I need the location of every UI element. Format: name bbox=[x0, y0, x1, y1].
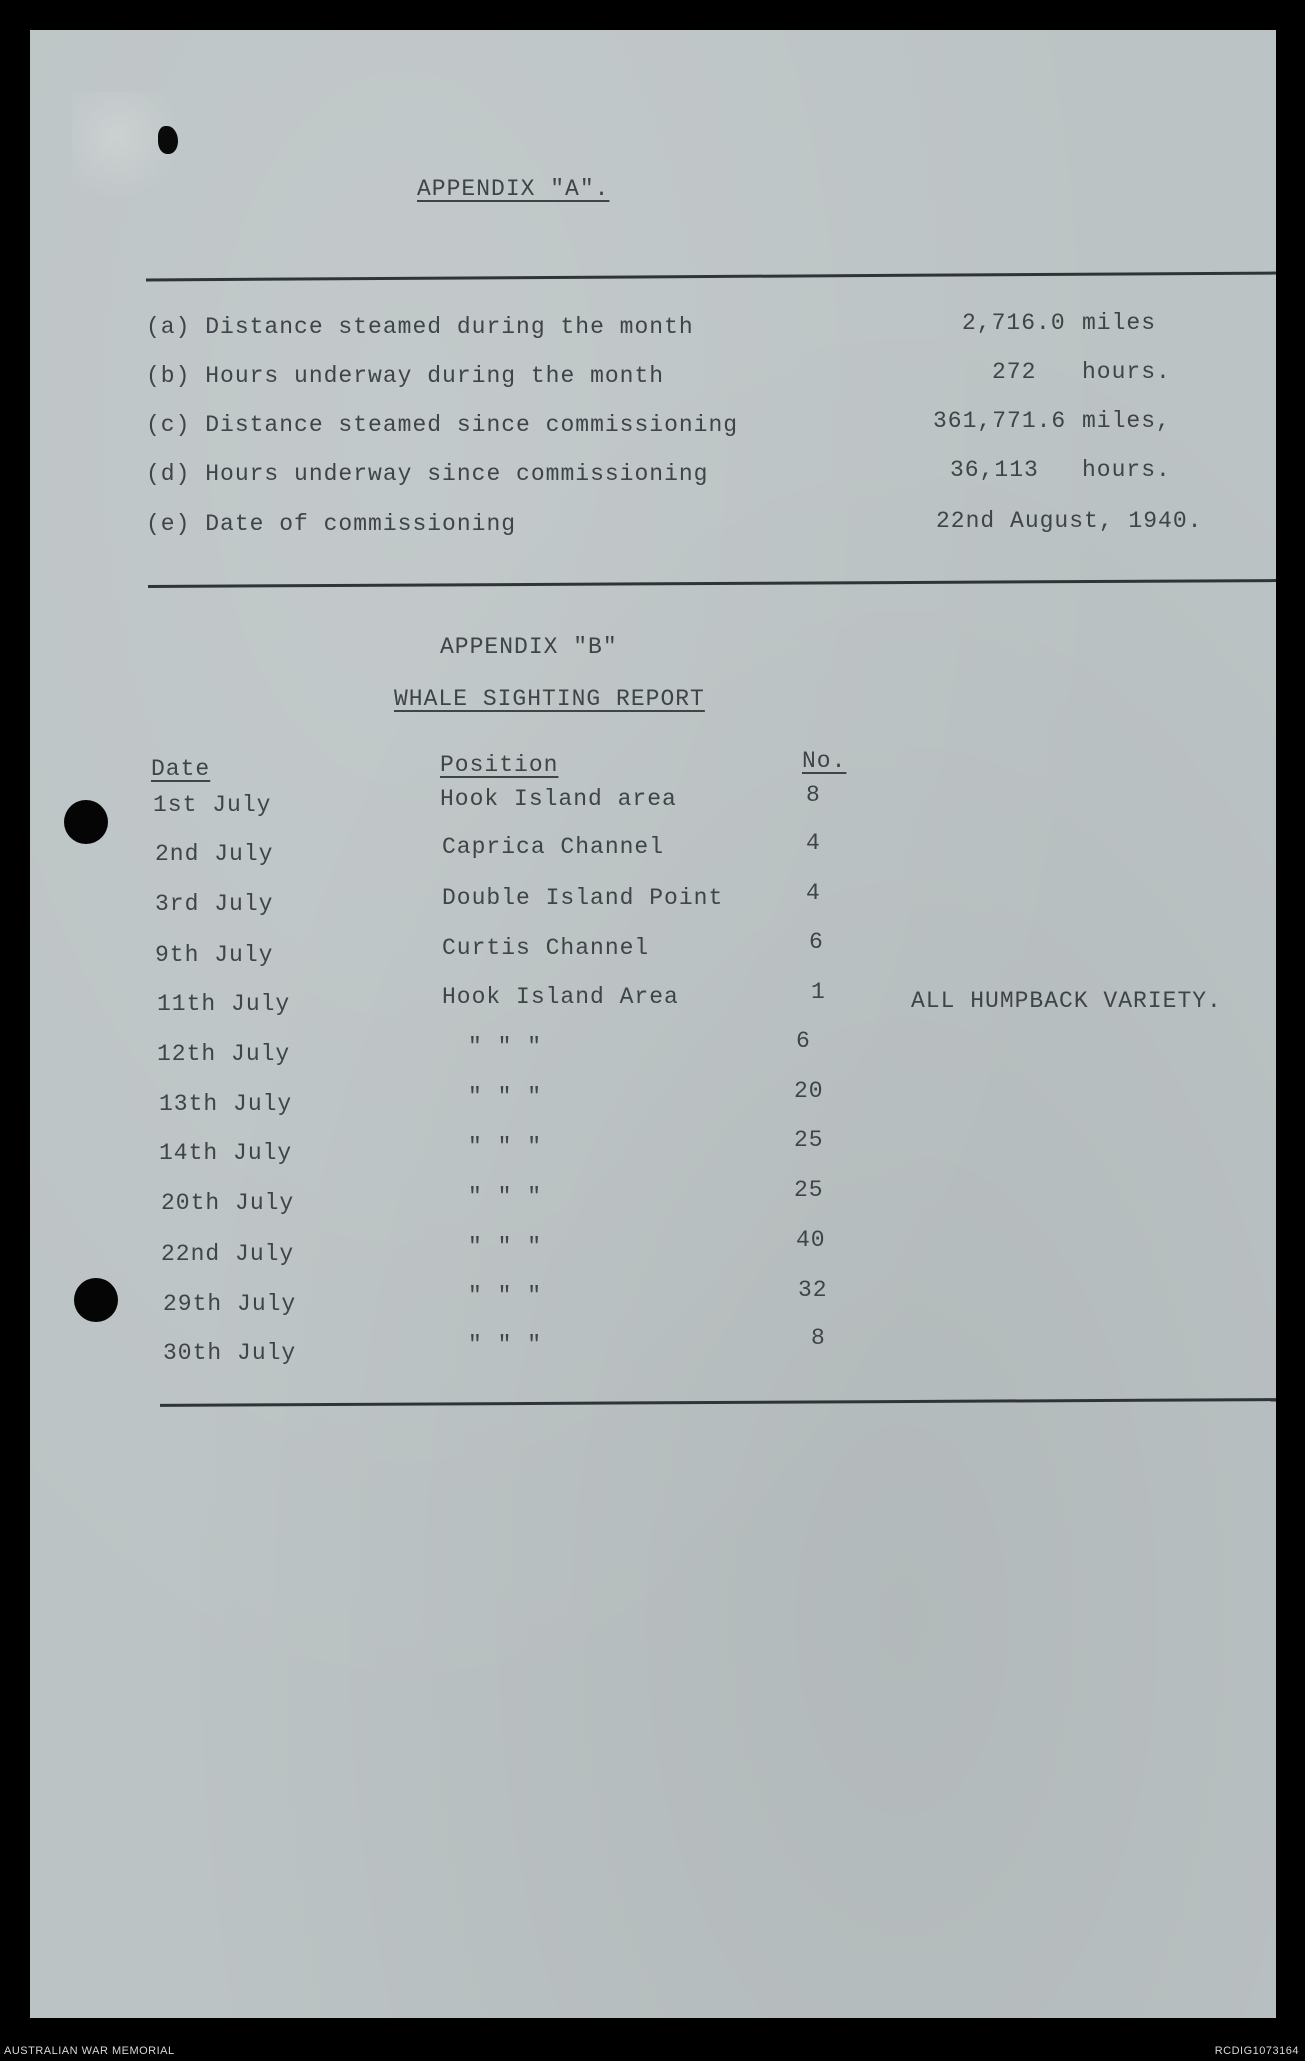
sighting-position-ditto: " " " bbox=[468, 1283, 543, 1309]
appendix-a-item-label: (a) Distance steamed during the month bbox=[146, 314, 694, 340]
sighting-position-ditto: " " " bbox=[468, 1084, 543, 1110]
appendix-a-item-value: 22nd August, 1940. bbox=[936, 508, 1203, 534]
sighting-date: 2nd July bbox=[155, 841, 274, 867]
document-page bbox=[30, 30, 1276, 2018]
sighting-date: 22nd July bbox=[161, 1241, 295, 1267]
appendix-a-item-value: 2,716.0 bbox=[962, 310, 1066, 336]
sighting-number: 6 bbox=[796, 1028, 811, 1054]
sighting-position: Caprica Channel bbox=[442, 834, 665, 860]
sighting-date: 29th July bbox=[163, 1291, 297, 1317]
sighting-number: 25 bbox=[794, 1177, 824, 1203]
sighting-number: 20 bbox=[794, 1078, 824, 1104]
sighting-position: Double Island Point bbox=[442, 885, 724, 911]
sighting-position-ditto: " " " bbox=[468, 1234, 543, 1260]
appendix-a-item-value: 361,771.6 bbox=[933, 408, 1067, 434]
archive-credit: AUSTRALIAN WAR MEMORIAL bbox=[4, 2045, 175, 2057]
appendix-a-item-unit: miles bbox=[1082, 310, 1157, 336]
paper-damage-spot bbox=[158, 126, 178, 154]
sighting-position-ditto: " " " bbox=[468, 1332, 543, 1358]
rule-bottom-appendix-a bbox=[148, 579, 1276, 588]
sighting-position: Hook Island Area bbox=[442, 984, 679, 1010]
sighting-number: 8 bbox=[811, 1325, 826, 1351]
appendix-a-item-value: 272 bbox=[992, 359, 1037, 385]
sighting-date: 13th July bbox=[159, 1091, 293, 1117]
sighting-date: 14th July bbox=[159, 1140, 293, 1166]
sighting-date: 12th July bbox=[157, 1041, 291, 1067]
sighting-number: 4 bbox=[806, 830, 821, 856]
appendix-b-subtitle: WHALE SIGHTING REPORT bbox=[394, 686, 705, 712]
sighting-date: 30th July bbox=[163, 1340, 297, 1366]
appendix-a-item-label: (d) Hours underway since commissioning bbox=[146, 461, 709, 487]
sighting-number: 40 bbox=[796, 1227, 826, 1253]
sighting-number: 6 bbox=[809, 929, 824, 955]
rule-bottom-appendix-b bbox=[160, 1398, 1276, 1407]
appendix-a-item-unit: hours. bbox=[1082, 457, 1171, 483]
sighting-date: 11th July bbox=[157, 991, 291, 1017]
appendix-a-item-label: (e) Date of commissioning bbox=[146, 511, 517, 537]
sighting-date: 3rd July bbox=[155, 891, 274, 917]
sighting-position: Hook Island area bbox=[440, 786, 677, 812]
column-header-date: Date bbox=[151, 756, 211, 782]
archive-reference: RCDIG1073164 bbox=[1214, 2045, 1299, 2057]
sighting-date: 20th July bbox=[161, 1190, 295, 1216]
appendix-a-item-label: (c) Distance steamed since commissioning bbox=[146, 412, 739, 438]
appendix-b-title: APPENDIX "B" bbox=[440, 634, 618, 660]
sighting-date: 1st July bbox=[153, 792, 272, 818]
appendix-a-title: APPENDIX "A". bbox=[417, 176, 610, 202]
column-header-number: No. bbox=[802, 748, 847, 774]
punch-hole bbox=[64, 800, 108, 844]
sighting-number: 4 bbox=[806, 880, 821, 906]
sighting-number: 1 bbox=[811, 979, 826, 1005]
appendix-a-item-value: 36,113 bbox=[950, 457, 1039, 483]
sighting-position-ditto: " " " bbox=[468, 1134, 543, 1160]
appendix-a-item-unit: miles, bbox=[1082, 408, 1171, 434]
appendix-a-item-unit: hours. bbox=[1082, 359, 1171, 385]
column-header-position: Position bbox=[440, 752, 559, 778]
appendix-a-item-label: (b) Hours underway during the month bbox=[146, 363, 665, 389]
punch-hole bbox=[74, 1278, 118, 1322]
sighting-position-ditto: " " " bbox=[468, 1184, 543, 1210]
rule-top-appendix-a bbox=[146, 272, 1276, 282]
sighting-position-ditto: " " " bbox=[468, 1034, 543, 1060]
variety-note: ALL HUMPBACK VARIETY. bbox=[911, 988, 1222, 1014]
sighting-number: 32 bbox=[798, 1277, 828, 1303]
sighting-number: 25 bbox=[794, 1127, 824, 1153]
sighting-position: Curtis Channel bbox=[442, 935, 650, 961]
sighting-date: 9th July bbox=[155, 942, 274, 968]
sighting-number: 8 bbox=[806, 782, 821, 808]
